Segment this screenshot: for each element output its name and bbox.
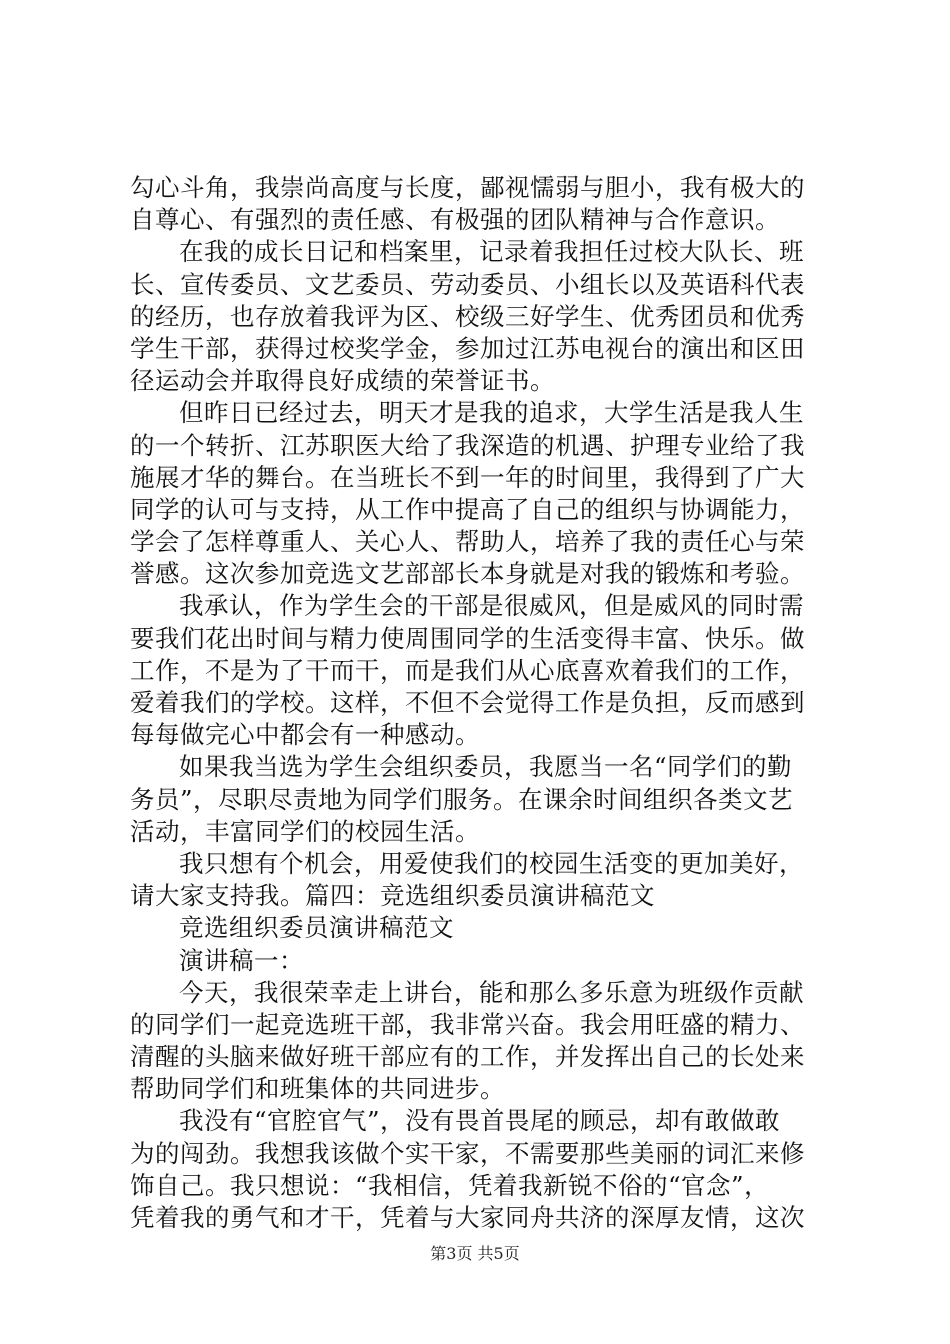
text-line: 学会了怎样尊重人、关心人、帮助人，培养了我的责任心与荣 bbox=[130, 527, 805, 557]
text-line: 径运动会并取得良好成绩的荣誉证书。 bbox=[130, 366, 555, 396]
text-line: 的同学们一起竞选班干部，我非常兴奋。我会用旺盛的精力、 bbox=[130, 1009, 805, 1039]
text-line: 在我的成长日记和档案里，记录着我担任过校大队长、班 bbox=[179, 237, 804, 267]
text-line: 要我们花出时间与精力使周围同学的生活变得丰富、快乐。做 bbox=[130, 623, 805, 653]
text-line: 我承认，作为学生会的干部是很威风，但是威风的同时需 bbox=[179, 591, 804, 621]
text-line: 同学的认可与支持，从工作中提高了自己的组织与协调能力， bbox=[130, 494, 805, 524]
text-line: 爱着我们的学校。这样，不但不会觉得工作是负担，反而感到 bbox=[130, 688, 805, 717]
text-line: 我只想有个机会，用爱使我们的校园生活变的更加美好， bbox=[179, 848, 804, 878]
text-line: 帮助同学们和班集体的共同进步。 bbox=[130, 1074, 505, 1104]
text-line: 长、宣传委员、文艺委员、劳动委员、小组长以及英语科代表 bbox=[130, 269, 805, 299]
text-line: 的一个转折、江苏职医大给了我深造的机遇、护理专业给了我 bbox=[130, 430, 805, 460]
text-line: 工作，不是为了干而干，而是我们从心底喜欢着我们的工作， bbox=[130, 655, 805, 685]
page-footer: 第3页 共5页 bbox=[430, 1244, 520, 1263]
text-line: 活动，丰富同学们的校园生活。 bbox=[130, 816, 480, 846]
text-line: 请大家支持我。篇四：竞选组织委员演讲稿范文 bbox=[130, 881, 655, 911]
text-line: 我没有“官腔官气”，没有畏首畏尾的顾忌，却有敢做敢 bbox=[179, 1106, 781, 1136]
text-line: 今天，我很荣幸走上讲台，能和那么多乐意为班级作贡献 bbox=[179, 977, 804, 1007]
text-line: 誉感。这次参加竞选文艺部部长本身就是对我的锻炼和考验。 bbox=[130, 559, 805, 589]
text-line: 竞选组织委员演讲稿范文 bbox=[179, 913, 454, 943]
text-line: 但昨日已经过去，明天才是我的追求，大学生活是我人生 bbox=[179, 398, 804, 428]
text-line: 勾心斗角，我崇尚高度与长度，鄙视懦弱与胆小，我有极大的 bbox=[130, 173, 805, 202]
text-line: 务员”，尽职尽责地为同学们服务。在课余时间组织各类文艺 bbox=[130, 784, 794, 814]
text-line: 为的闯劲。我想我该做个实干家，不需要那些美丽的词汇来修 bbox=[130, 1138, 805, 1168]
text-line: 饰自己。我只想说：“我相信，凭着我新锐不俗的“官念”， bbox=[130, 1170, 770, 1200]
text-line: 施展才华的舞台。在当班长不到一年的时间里，我得到了广大 bbox=[130, 462, 805, 492]
document-body bbox=[130, 172, 830, 1234]
text-line: 的经历，也存放着我评为区、校级三好学生、优秀团员和优秀 bbox=[130, 301, 805, 331]
text-line: 清醒的头脑来做好班干部应有的工作，并发挥出自己的长处来 bbox=[130, 1042, 805, 1072]
text-line: 演讲稿一： bbox=[179, 945, 304, 975]
text-line: 学生干部，获得过校奖学金，参加过江苏电视台的演出和区田 bbox=[130, 333, 805, 363]
text-line: 如果我当选为学生会组织委员，我愿当一名“同学们的勤 bbox=[179, 752, 793, 782]
text-line: 凭着我的勇气和才干，凭着与大家同舟共济的深厚友情，这次 bbox=[130, 1203, 805, 1232]
text-line: 每每做完心中都会有一种感动。 bbox=[130, 720, 480, 750]
text-line: 自尊心、有强烈的责任感、有极强的团队精神与合作意识。 bbox=[130, 205, 780, 235]
